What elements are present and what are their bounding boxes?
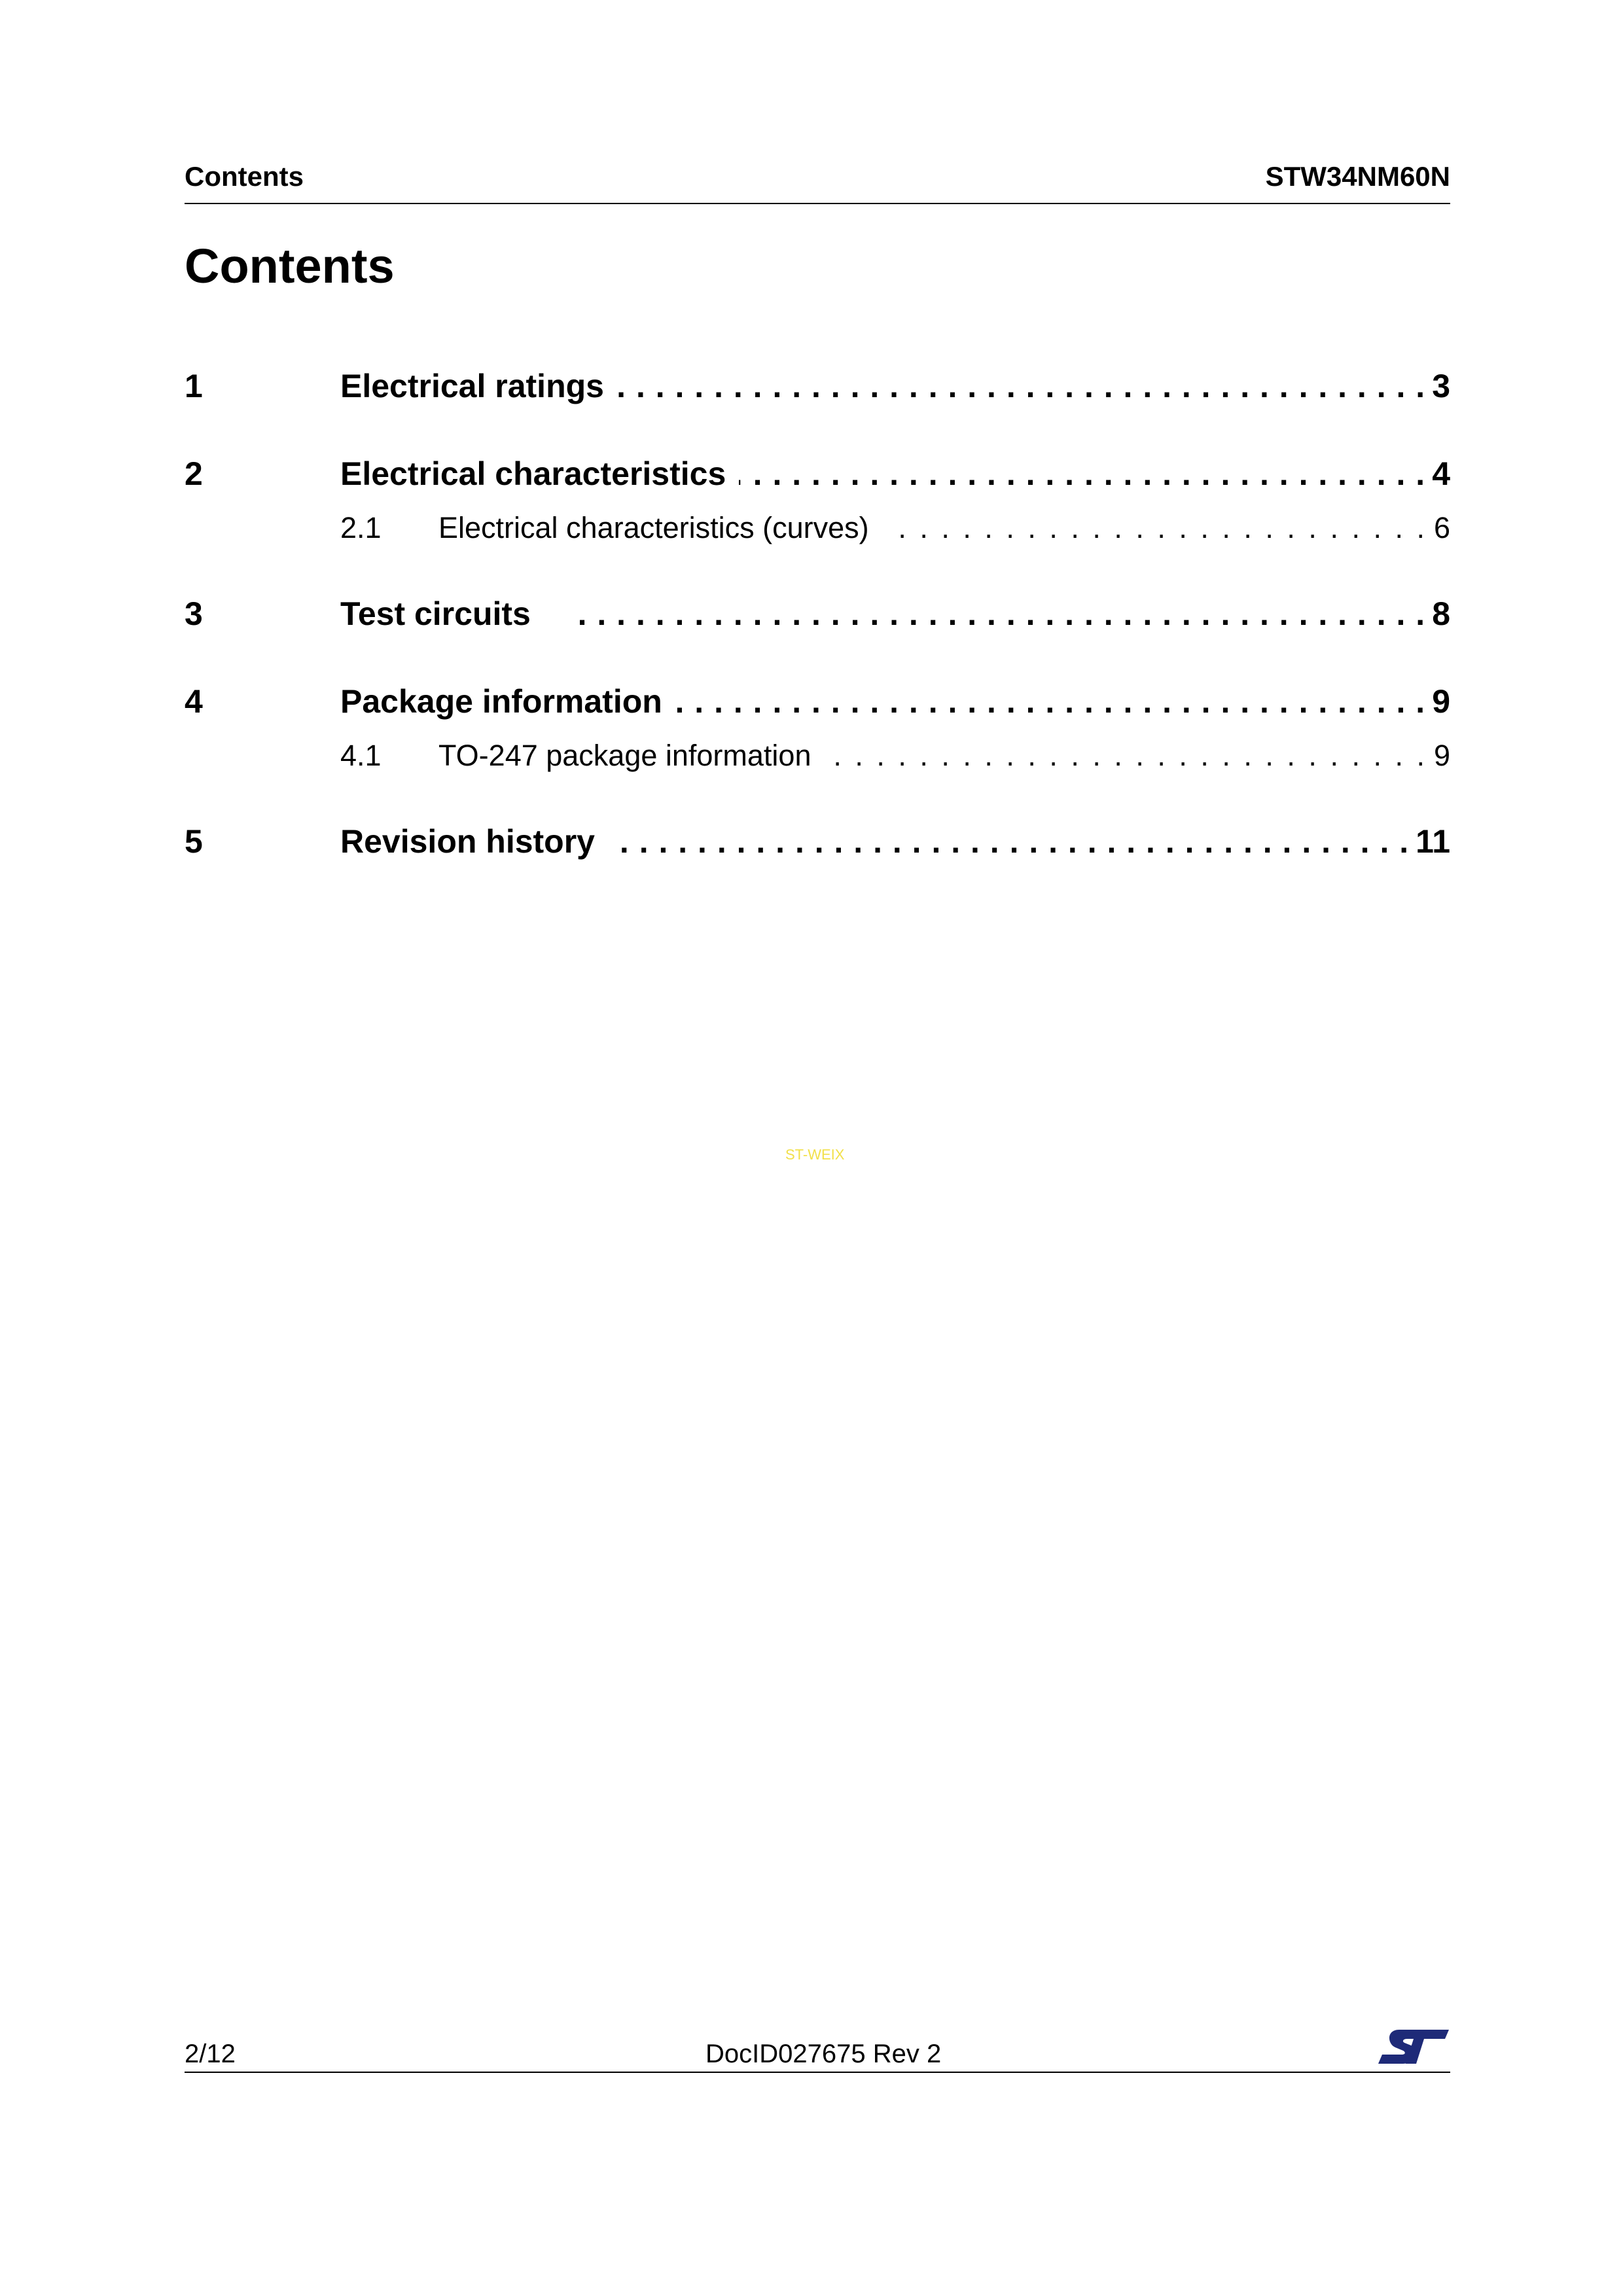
footer-page-number: 2/12 <box>185 2040 236 2068</box>
toc-entry-revision-history[interactable] <box>185 822 1450 861</box>
toc-entry-page[interactable]: 3 <box>1432 368 1450 404</box>
toc-leader-dots <box>617 366 1425 406</box>
toc-entry-title[interactable]: Electrical characteristics (curves) <box>438 511 869 544</box>
toc-entry-number: 4 <box>185 683 203 720</box>
toc-leader-dots <box>882 510 1427 546</box>
toc-leader-dots <box>577 594 1425 633</box>
st-logo-icon <box>1377 2026 1450 2068</box>
toc-entry-page[interactable]: 8 <box>1432 595 1450 632</box>
footer-rule <box>185 2072 1450 2073</box>
toc-entry-title[interactable]: Revision history <box>340 823 595 860</box>
toc-entry-number: 5 <box>185 823 203 860</box>
header-section-label: Contents <box>185 161 304 192</box>
watermark-text: ST-WEIX <box>785 1146 845 1163</box>
toc-leader-dots <box>675 682 1425 721</box>
toc-entry-page[interactable]: 9 <box>1432 683 1450 720</box>
toc-entry-page[interactable]: 11 <box>1416 823 1450 860</box>
toc-entry-electrical-characteristics-curves[interactable] <box>185 510 1450 546</box>
toc-entry-title[interactable]: TO-247 package information <box>438 739 812 772</box>
footer-doc-id: DocID027675 Rev 2 <box>705 2040 942 2068</box>
toc-leader-dots <box>739 454 1425 493</box>
toc-entry-test-circuits[interactable] <box>185 594 1450 633</box>
toc-entry-to247-package-information[interactable] <box>185 738 1450 773</box>
toc-entry-number: 3 <box>185 595 203 632</box>
toc-entry-electrical-ratings[interactable] <box>185 366 1450 406</box>
toc-entry-electrical-characteristics[interactable] <box>185 454 1450 493</box>
page-title: Contents <box>185 239 395 293</box>
toc-entry-title[interactable]: Electrical characteristics <box>340 455 726 492</box>
toc-entry-number: 4.1 <box>340 739 382 772</box>
toc-entry-title[interactable]: Test circuits <box>340 595 531 632</box>
toc-entry-title[interactable]: Electrical ratings <box>340 368 604 404</box>
toc-entry-number: 2.1 <box>340 511 382 544</box>
toc-entry-title[interactable]: Package information <box>340 683 662 720</box>
toc-entry-package-information[interactable] <box>185 682 1450 721</box>
toc-entry-number: 2 <box>185 455 203 492</box>
toc-leader-dots <box>618 822 1409 861</box>
toc-leader-dots <box>831 738 1427 773</box>
toc-entry-page[interactable]: 6 <box>1433 511 1450 544</box>
toc-entry-page[interactable]: 4 <box>1432 455 1450 492</box>
header-rule <box>185 203 1450 204</box>
header-part-number: STW34NM60N <box>1265 161 1450 192</box>
toc-entry-number: 1 <box>185 368 203 404</box>
toc-entry-page[interactable]: 9 <box>1433 739 1450 772</box>
